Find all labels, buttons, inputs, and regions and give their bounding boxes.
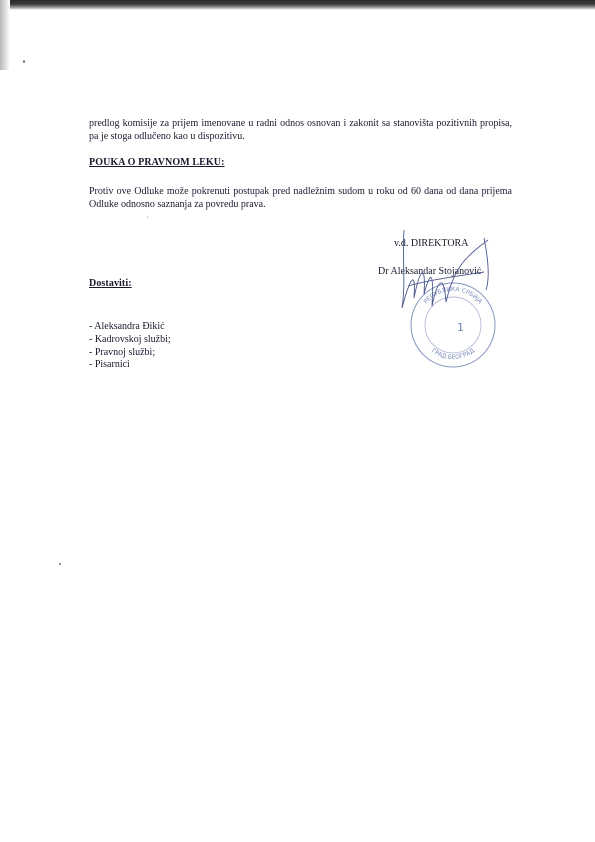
scan-speck [59, 563, 61, 565]
signature-name: Dr Aleksandar Stojanović [378, 266, 482, 277]
stamp-bottom-text: ГРАД БЕОГРАД [430, 347, 476, 362]
decision-paragraph: predlog komisije za prijem imenovane u radni odnos osnovan i zakonit sa stanovišta pozitivnih propisa, pa je stoga odlučeno kao u dispozitivu. [89, 118, 512, 142]
stamp-inner-ring [425, 297, 481, 353]
signature-title: v.d. DIREKTORA [394, 238, 469, 249]
official-stamp [398, 228, 498, 378]
legal-remedy-paragraph: Protiv ove Odluke može pokrenuti postupak pred nadležnim sudom u roku od 60 dana od dana prijema Odluke odnosno saznanja za povredu prava. [89, 186, 512, 210]
scan-edge-top [0, 0, 595, 10]
scan-speck [23, 60, 25, 63]
distribution-heading: Dostaviti: [89, 278, 132, 289]
distribution-item: - Kadrovskoj službi; [89, 333, 171, 345]
distribution-item: - Pisarnici [89, 359, 130, 371]
distribution-item: - Pravnoj službi; [89, 346, 156, 358]
distribution-item: - Aleksandra Đikić [89, 321, 165, 332]
scan-speck [147, 216, 148, 218]
scan-edge-left [0, 0, 10, 70]
distribution-list [89, 321, 171, 372]
stamp-center-numeral: 1 [457, 321, 464, 334]
legal-remedy-heading: POUKA O PRAVNOM LEKU: [89, 157, 225, 168]
stamp-top-text: РЕПУБЛИКА СРБИЈА [422, 285, 484, 306]
